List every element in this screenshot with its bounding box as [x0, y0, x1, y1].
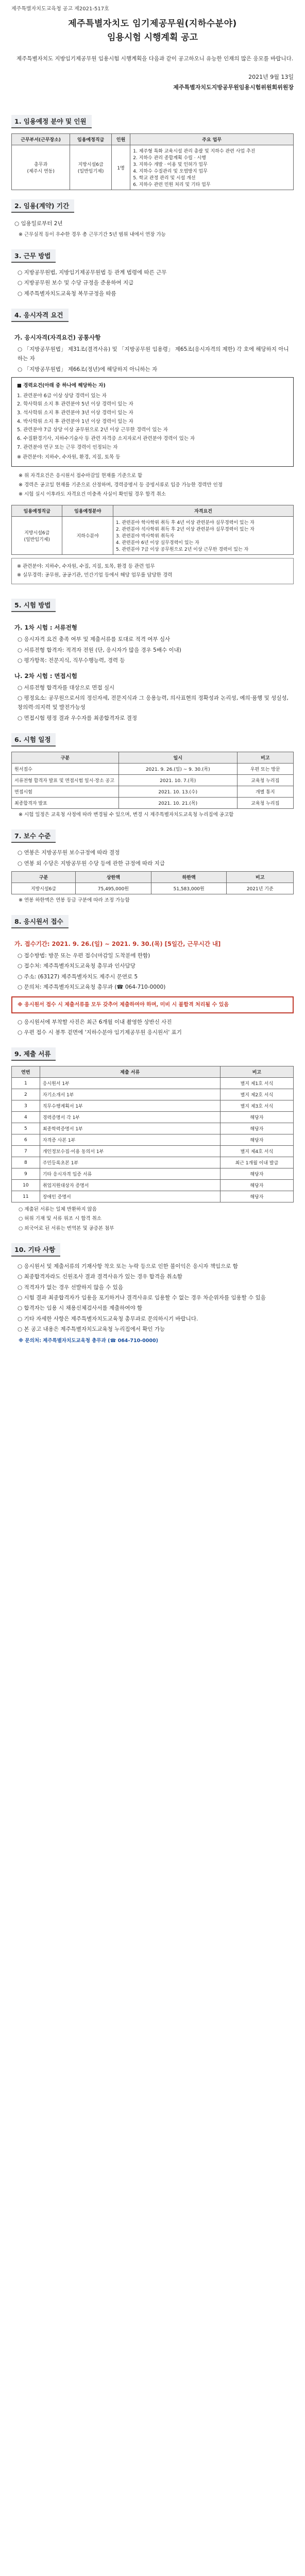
duty-item: 5. 학교 관정 관리 및 시설 개선: [133, 176, 196, 181]
career-requirements-box: [11, 377, 294, 467]
q-grade-sub: (일반임기제): [24, 537, 50, 543]
application-item: ○ 주소: (63127) 제주특별자치도 제주시 문연로 5: [18, 973, 138, 980]
schedule-date: 2021. 10. 13.(수): [118, 786, 237, 798]
table-row: [12, 764, 294, 775]
doc-no: 11: [12, 1191, 40, 1202]
doc-name: 자격증 사본 1부: [40, 1134, 220, 1146]
notice-issuer: 제주특별자치도지방공무원임용시험위원회위원장: [173, 84, 294, 91]
th-duties: 주요 업무: [130, 134, 294, 145]
qualification-note: ※ 경력은 공고일 현재를 기준으로 산정하며, 경력증명서 등 증빙서류로 입증 가능한 경력만 인정: [19, 482, 223, 488]
box-title: ■ 경력요건(아래 중 하나에 해당하는 자): [17, 383, 106, 389]
term-note: ※ 근무실적 등이 우수한 경우 총 근무기간 5년 범위 내에서 연장 가능: [19, 231, 166, 238]
doc-no: 4: [12, 1112, 40, 1123]
section-6-heading: 6. 시험 일정: [11, 733, 56, 747]
exam-item: ○ 서류전형 합격자를 대상으로 면접 실시: [18, 684, 115, 691]
section-8-heading: 8. 응시원서 접수: [11, 915, 69, 928]
th-s-date: 일시: [118, 752, 237, 764]
box-item: 2. 학사학위 소지 후 관련분야 5년 이상 경력이 있는 자: [17, 401, 133, 408]
cell-dept: [12, 145, 70, 190]
table-row: [12, 1157, 294, 1168]
doc-note: 최근 1개월 이내 발급: [220, 1157, 293, 1168]
misc-item: ○ 최종합격자라도 신원조사 결과 결격사유가 있는 경우 합격을 취소함: [18, 1274, 182, 1280]
doc-note: 해당자: [220, 1134, 293, 1146]
pay-cell: 51,583,000원: [151, 883, 227, 894]
schedule-note: 교육청 누리집: [237, 798, 293, 809]
doc-no: 9: [12, 1168, 40, 1180]
work-item: ○ 지방공무원 보수 및 수당 규정을 준용하여 지급: [18, 280, 134, 286]
th-pay: 구분: [12, 871, 76, 883]
exam-sub1: 가. 1차 시험 : 서류전형: [14, 624, 77, 632]
th-s-note: 비고: [237, 752, 293, 764]
cell-grade: [70, 145, 112, 190]
q-grade-name: 지방시설6급: [24, 530, 50, 536]
table-qualifications: [11, 505, 294, 555]
duty-item: 6. 지하수 관련 민원 처리 및 기타 업무: [133, 182, 211, 188]
req-item: 4. 관련분야 6년 이상 실무경력이 있는 자: [115, 540, 199, 546]
doc-note: 해당자: [220, 1112, 293, 1123]
th-doc: 연번: [12, 1066, 40, 1078]
cell-count: 1명: [111, 145, 130, 190]
schedule-note: 우편 또는 방문: [237, 764, 293, 775]
doc-name: 경력증명서 각 1부: [40, 1112, 220, 1123]
application-item: ○ 문의처: 제주특별자치도교육청 총무과 (☎ 064-710-0000): [18, 984, 166, 991]
application-item: ○ 응시원서에 부착할 사진은 최근 6개월 이내 촬영한 상반신 사진: [18, 1019, 172, 1025]
box-item: 7. 관련분야 연구 또는 근무 경력이 인정되는 자: [17, 444, 118, 450]
doc-no: 2: [12, 1089, 40, 1100]
work-item: ○ 지방공무원법, 지방임기제공무원법 등 관계 법령에 따른 근무: [18, 269, 167, 276]
th-pay: 상한액: [76, 871, 151, 883]
qualification-note: ※ 위 자격요건은 응시원서 접수마감일 현재를 기준으로 함: [19, 472, 143, 479]
exam-item: ○ 응시자격 요건 충족 여부 및 제출서류를 토대로 적격 여부 심사: [18, 636, 171, 643]
doc-note: 해당자: [220, 1180, 293, 1191]
schedule-note: 개별 통지: [237, 786, 293, 798]
doc-name: 최종학력증명서 1부: [40, 1123, 220, 1134]
schedule-note-text: ※ 시험 일정은 교육청 사정에 따라 변경될 수 있으며, 변경 시 제주특별자치도교육청 누리집에 공고함: [19, 812, 234, 818]
doc-note: 해당자: [220, 1168, 293, 1180]
doc-no: 5: [12, 1123, 40, 1134]
section-5-heading: 5. 시험 방법: [11, 599, 56, 612]
cell-q-field: 지하수분야: [62, 517, 113, 555]
doc-no: 7: [12, 1146, 40, 1157]
application-item: ○ 접수방법: 방문 또는 우편 접수(마감일 도착분에 한함): [18, 953, 150, 959]
pay-item: ○ 연봉은 지방공무원 보수규정에 따라 결정: [18, 850, 120, 856]
box-note: ※ 관련분야: 지하수, 수자원, 환경, 지질, 토목 등: [17, 454, 121, 461]
exam-item: ○ 평가항목: 전문지식, 직무수행능력, 경력 등: [18, 657, 125, 664]
doc-notes: ○ 허위 기재 및 서류 위조 시 합격 취소: [19, 1216, 101, 1222]
application-period: 가. 접수기간: 2021. 9. 26.(일) ~ 2021. 9. 30.(목) [5일간, 근무시간 내]: [14, 940, 221, 948]
doc-no: 3: [12, 1100, 40, 1112]
table-row: [12, 1100, 294, 1112]
table-row: [12, 883, 294, 894]
dept-name: 총무과: [34, 162, 48, 168]
doc-name: 자기소개서 1부: [40, 1089, 220, 1100]
box-item: 5. 관련분야 7급 상당 이상 공무원으로 2년 이상 근무한 경력이 있는 자: [17, 427, 168, 433]
doc-note: 별지 제4호 서식: [220, 1146, 293, 1157]
field-note: ※ 실무경력: 공무원, 공공기관, 민간기업 등에서 해당 업무를 담당한 경력: [17, 572, 173, 578]
box-item: 3. 석사학위 소지 후 관련분야 3년 이상 경력이 있는 자: [17, 410, 133, 416]
dept-sub: (제주시 연동): [27, 169, 55, 175]
box-item: 6. 수질환경기사, 지하수기술사 등 관련 자격증 소지자로서 관련분야 경력이 있는 자: [17, 435, 195, 442]
section-10-heading: 10. 기타 사항: [11, 1243, 60, 1257]
qualification-item: ○ 「지방공무원법」 제66조(정년)에 해당하지 아니하는 자: [18, 366, 158, 372]
req-item: 2. 관련분야 석사학위 취득 후 2년 이상 관련분야 실무경력이 있는 자: [115, 527, 255, 533]
table-row: [12, 1078, 294, 1089]
th-s-item: 구분: [12, 752, 119, 764]
table-row: [12, 798, 294, 809]
doc-name: 취업지원대상자 증명서: [40, 1180, 220, 1191]
doc-note: 별지 제2호 서식: [220, 1089, 293, 1100]
th-count: 인원: [111, 134, 130, 145]
application-warning: ※ 응시원서 접수 시 제출서류를 모두 갖추어 제출하여야 하며, 미비 시 불합격 처리될 수 있음: [11, 996, 294, 1013]
schedule-item: 원서접수: [12, 764, 119, 775]
schedule-note: 교육청 누리집: [237, 775, 293, 786]
doc-name: 주민등록초본 1부: [40, 1157, 220, 1168]
table-row: [12, 1112, 294, 1123]
th-pay: 비고: [227, 871, 294, 883]
doc-name: 직무수행계획서 1부: [40, 1100, 220, 1112]
table-documents: [11, 1066, 294, 1202]
section-1-heading: 1. 임용예정 분야 및 인원: [11, 115, 92, 128]
schedule-item: 최종합격자 발표: [12, 798, 119, 809]
table-row: [12, 786, 294, 798]
pay-note: ※ 연봉 하한액은 연봉 등급 구분에 따라 조정 가능함: [19, 897, 130, 903]
box-item: 1. 관련분야 6급 이상 상당 경력이 있는 자: [17, 393, 107, 399]
exam-sub2: 나. 2차 시험 : 면접시험: [14, 672, 77, 680]
misc-item: ○ 본 공고 내용은 제주특별자치도교육청 누리집에서 확인 가능: [18, 1326, 165, 1333]
doc-notes: ○ 외국어로 된 서류는 번역본 및 공증본 첨부: [19, 1225, 114, 1231]
field-note-box: [11, 558, 294, 584]
grade-sub: (일반임기제): [77, 169, 104, 175]
qualification-subheading: 가. 응시자격(자격요건) 공통사항: [14, 334, 101, 342]
duty-item: 1. 제주형 특화 교육시설 관리 총괄 및 지하수 관련 사업 추진: [133, 149, 256, 155]
doc-note: 별지 제1호 서식: [220, 1078, 293, 1089]
exam-item: ○ 면접시험 평정 결과 우수자를 최종합격자로 결정: [18, 715, 138, 721]
qualification-item: ○ 「지방공무원법」 제31조(결격사유) 및 「지방공무원 임용령」 제65조(응시자격의 제한) 각 호에 해당하지 아니하는 자: [18, 346, 289, 362]
doc-no: 10: [12, 1180, 40, 1191]
table-schedule: [11, 752, 294, 809]
application-item: ○ 우편 접수 시 봉투 겉면에 '지하수분야 임기제공무원 응시원서' 표기: [18, 1029, 182, 1036]
table-row: [12, 1168, 294, 1180]
table-row: [12, 1123, 294, 1134]
doc-note: 별지 제3호 서식: [220, 1100, 293, 1112]
doc-note: 해당자: [220, 1123, 293, 1134]
contact-info: ※ 문의처: 제주특별자치도교육청 총무과 (☎ 064-710-0000): [19, 1338, 158, 1344]
doc-no: 1: [12, 1078, 40, 1089]
field-note: ※ 관련분야: 지하수, 수자원, 수질, 지질, 토목, 환경 등 관련 업무: [17, 564, 155, 570]
intro-paragraph: 제주특별자치도 지방임기제공무원 임용시험 시행계획을 다음과 같이 공고하오니 유능한 인재의 많은 응모를 바랍니다.: [16, 56, 294, 62]
schedule-item: 면접시험: [12, 786, 119, 798]
doc-no: 8: [12, 1157, 40, 1168]
pay-cell: 2021년 기준: [227, 883, 294, 894]
misc-item: ○ 적격자가 없는 경우 선발하지 않을 수 있음: [18, 1284, 123, 1291]
misc-item: ○ 시험 결과 최종합격자가 임용을 포기하거나 결격사유로 임용할 수 없는 경우 차순위자를 임용할 수 있음: [18, 1294, 266, 1301]
th-q-req: 자격요건: [113, 505, 293, 517]
notice-date: 2021년 9월 13일: [248, 74, 294, 81]
schedule-date: 2021. 10. 21.(목): [118, 798, 237, 809]
misc-item: ○ 응시원서 및 제출서류의 기재사항 착오 또는 누락 등으로 인한 불이익은 응시자 책임으로 함: [18, 1263, 238, 1269]
table-row: [12, 1146, 294, 1157]
notice-number: 제주특별자치도교육청 공고 제2021-517호: [11, 6, 109, 12]
section-4-heading: 4. 응시자격 요건: [11, 309, 69, 322]
misc-item: ○ 합격자는 임용 시 채용신체검사서를 제출하여야 함: [18, 1305, 143, 1312]
th-doc: 제출 서류: [40, 1066, 220, 1078]
section-7-heading: 7. 보수 수준: [11, 829, 56, 843]
qualification-note: ※ 시험 실시 이후라도 자격요건 미충족 사실이 확인될 경우 합격 취소: [19, 492, 166, 498]
pay-cell: 75,495,000원: [76, 883, 151, 894]
exam-item: ○ 서류전형 합격자: 적격자 전원 (단, 응시자가 많을 경우 5배수 이내): [18, 647, 181, 653]
schedule-item: 서류전형 합격자 발표 및 면접시험 일시·장소 공고: [12, 775, 119, 786]
req-item: 5. 관련분야 7급 이상 공무원으로 2년 이상 근무한 경력이 있는 자: [115, 547, 249, 553]
th-q-field: 임용예정분야: [62, 505, 113, 517]
work-item: ○ 제주특별자치도교육청 복무규정을 따름: [18, 290, 116, 297]
page-subtitle: 임용시험 시행계획 공고: [107, 32, 198, 43]
grade-name: 지방시설6급: [78, 162, 104, 168]
table-row: [12, 1089, 294, 1100]
th-doc: 비고: [220, 1066, 293, 1078]
req-item: 3. 관련분야 박사학위 취득자: [115, 534, 174, 539]
table-row: [12, 1180, 294, 1191]
page-title: 제주특별자치도 임기제공무원(지하수분야): [68, 19, 237, 29]
doc-name: 기타 응시자격 입증 서류: [40, 1168, 220, 1180]
th-grade: 임용예정직급: [70, 134, 112, 145]
table-positions: [11, 133, 294, 190]
section-2-heading: 2. 임용(계약) 기간: [11, 199, 74, 213]
application-item: ○ 접수처: 제주특별자치도교육청 총무과 인사담당: [18, 963, 135, 970]
th-q-grade: 임용예정직급: [12, 505, 62, 517]
table-row: [12, 775, 294, 786]
cell-q-req: [113, 517, 293, 555]
th-pay: 하한액: [151, 871, 227, 883]
box-item: 4. 박사학위 소지 후 관련분야 1년 이상 경력이 있는 자: [17, 418, 133, 425]
section-9-heading: 9. 제출 서류: [11, 1047, 56, 1061]
doc-notes: ○ 제출된 서류는 일체 반환하지 않음: [19, 1207, 97, 1213]
pay-item: ○ 연봉 외 수당은 지방공무원 수당 등에 관한 규정에 따라 지급: [18, 860, 165, 867]
exam-item: ○ 평정요소: 공무원으로서의 정신자세, 전문지식과 그 응용능력, 의사표현의 정확성과 논리성, 예의·품행 및 성실성, 창의력·의지력 및 발전가능성: [18, 694, 289, 711]
schedule-date: 2021. 9. 26.(일) ~ 9. 30.(목): [118, 764, 237, 775]
th-dept: 근무부서(근무장소): [12, 134, 70, 145]
schedule-date: 2021. 10. 7.(목): [118, 775, 237, 786]
duty-item: 4. 지하수 수질관리 및 오염방지 업무: [133, 169, 208, 175]
table-row: [12, 1191, 294, 1202]
doc-name: 장애인 증명서: [40, 1191, 220, 1202]
duty-item: 3. 지하수 개발 · 이용 및 인허가 업무: [133, 162, 208, 168]
table-pay: [11, 871, 294, 894]
doc-note: 해당자: [220, 1191, 293, 1202]
doc-name: 응시원서 1부: [40, 1078, 220, 1089]
cell-duties: [130, 145, 294, 190]
doc-name: 개인정보수집·이용 동의서 1부: [40, 1146, 220, 1157]
doc-no: 6: [12, 1134, 40, 1146]
term-text: ○ 임용일로부터 2년: [14, 221, 63, 227]
duty-item: 2. 지하수 관리 종합계획 수립 · 시행: [133, 156, 206, 161]
section-3-heading: 3. 근무 방법: [11, 249, 56, 263]
pay-cell: 지방시설6급: [12, 883, 76, 894]
table-row: [12, 1134, 294, 1146]
cell-q-grade: [12, 517, 62, 555]
req-item: 1. 관련분야 학사학위 취득 후 4년 이상 관련분야 실무경력이 있는 자: [115, 520, 255, 526]
misc-item: ○ 기타 자세한 사항은 제주특별자치도교육청 총무과로 문의하시기 바랍니다.: [18, 1315, 198, 1322]
